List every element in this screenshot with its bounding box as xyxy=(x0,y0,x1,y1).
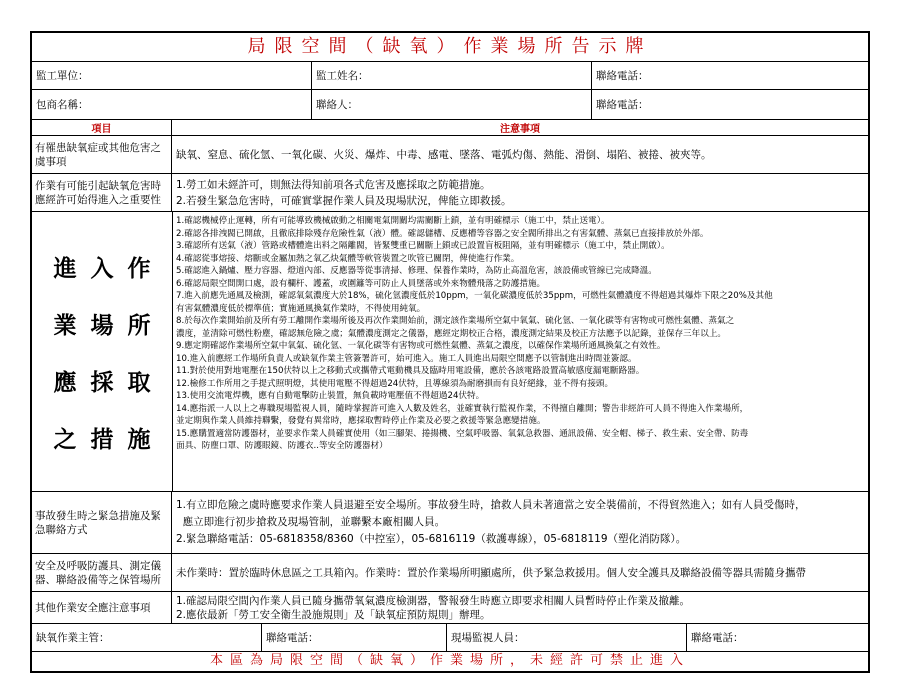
measure-line: 6.確認局限空間開口處，設有欄杆、護蓋，或圍籬等可防止人員墜落或外來物體飛落之防護措施。 xyxy=(176,278,546,289)
notice-board xyxy=(30,31,870,673)
hazards-row xyxy=(32,136,868,174)
other-notes-label: 其他作業安全應注意事項 xyxy=(32,592,172,623)
other-note-line: 2.應依最新「勞工安全衛生設施規則」及「缺氧症預防規則」辦理。 xyxy=(176,608,491,621)
measure-line: 面具、防塵口罩、防護眼鏡、防護衣..等安全防護器材） xyxy=(176,441,388,451)
item-column-header: 項目 xyxy=(32,120,172,135)
measure-line: 濃度，並清除可燃性粉塵，確認無危險之虞；氣體濃度測定之儀器，應經定期校正合格，濃度測定結果及校正方法應予以記錄，並保存三年以上。 xyxy=(176,328,727,339)
measure-line: 10.進入前應經工作場所負責人或缺氧作業主管簽署許可，始可進入。施工人員進出局限空間應予以管制進出時間並簽認。 xyxy=(176,353,637,364)
supervisor-contact-phone-field: 聯絡電話： xyxy=(262,624,447,651)
supervisor-name-field: 監工姓名： xyxy=(312,62,592,89)
measure-line: 有害氣體濃度低於標準值；實施通風換氣作業時，不得使用純氧。 xyxy=(176,303,426,314)
measures-content xyxy=(172,212,868,491)
supervisor-phone-field: 聯絡電話： xyxy=(596,70,649,82)
site-monitor-field: 現場監視人員： xyxy=(447,624,687,651)
measure-line: 13.使用交流電焊機，應有自動電擊防止裝置，無負載時電壓值不得超過24伏特。 xyxy=(176,391,485,401)
notice-title: 局限空間（缺氧）作業場所告示牌 xyxy=(32,33,868,62)
permit-importance-row xyxy=(32,174,868,212)
measure-line: 2.確認各排洩閥已開啟，且徹底排除殘存危險性氣（液）體。確認儲槽、反應槽等容器之安全閥所排出之有害氣體、蒸氣已直接排放於外部。 xyxy=(176,228,709,239)
info-row-1 xyxy=(32,62,868,90)
other-notes-content xyxy=(172,592,868,623)
notes-column-header: 注意事項 xyxy=(500,124,540,135)
measure-line: 並定期與作業人員維持聯繫，發覺有異常時，應採取暫時停止作業及必要之救援等緊急應變措施。 xyxy=(176,416,546,426)
contact-bottom-row xyxy=(32,624,868,652)
measure-line: 11.對於使用對地電壓在150伏特以上之移動式或攜帶式電動機具及臨時用電設備，應於各該電路設置高敏感度漏電斷路器。 xyxy=(176,366,645,376)
measures-label-line: 進入作 xyxy=(53,254,165,282)
emergency-row xyxy=(32,492,868,554)
hazards-label: 有罹患缺氧症或其他危害之虞事項 xyxy=(32,136,172,173)
measure-line: 7.進入前應先通風及檢測，確認氧氣濃度大於18%，硫化氫濃度低於10ppm，一氧化碳濃度低於35ppm，可燃性氣體濃度不得超過其爆炸下限之20%及其他 xyxy=(176,291,773,301)
measures-row xyxy=(32,212,868,492)
measure-line: 3.確認所有送氣（液）管路或槽體進出料之隔離閥，皆緊雙重已關斷上鎖或已設置盲板阻隔，並有明確標示（施工中，禁止開啟）。 xyxy=(176,241,670,251)
measure-line: 14.應指派一人以上之專職現場監視人員，隨時掌握許可進入人數及姓名，並確實執行監視作業，不得擅自離開；警告非經許可人員不得進入作業場所， xyxy=(176,403,749,414)
column-header-row xyxy=(32,120,868,136)
contact-phone-field: 聯絡電話： xyxy=(596,99,649,111)
measure-line: 1.確認機械停止運轉，所有可能導致機械啟動之相關電氣開關均需關斷上鎖，並有明確標示（施工中，禁止送電）。 xyxy=(176,216,610,226)
permit-importance-content xyxy=(172,174,868,211)
hazards-content xyxy=(172,136,868,173)
measure-line: 9.應定期確認作業場所空氣中氧氣、硫化氫、一氧化碳等有害物或可燃性氣體、蒸氣之濃度，以確保作業場所通風換氣之有效性。 xyxy=(176,341,666,351)
emergency-line: 應立即進行初步搶救及現場管制，並聯繫本廠相關人員。 xyxy=(176,516,446,528)
hazards-text: 缺氧、窒息、硫化氫、一氧化碳、火災、爆炸、中毒、感電、墜落、電弧灼傷、熱能、滑倒、塌陷、被捲、被夾等。 xyxy=(176,148,712,161)
info-row-2 xyxy=(32,90,868,120)
protective-equipment-content xyxy=(172,554,868,591)
permit-line: 1.勞工如未經許可，則無法得知前項各式危害及應採取之防範措施。 xyxy=(176,178,491,191)
contractor-name-field: 包商名稱： xyxy=(32,90,312,119)
other-note-line: 1.確認局限空間內作業人員已隨身攜帶氧氣濃度檢測器，警報發生時應立即要求相關人員暫時停止作業及撤離。 xyxy=(176,594,691,607)
protective-equipment-row xyxy=(32,554,868,592)
oxygen-supervisor-field: 缺氧作業主管： xyxy=(32,624,262,651)
measure-line: 5.確認進入鍋爐、壓力容器、燈道內部、反應器等從事清掃、修理、保養作業時，為防止高溫危害，該設備或管線已完成降溫。 xyxy=(176,266,657,276)
other-notes-row xyxy=(32,592,868,624)
permit-line: 2.若發生緊急危害時，可確實掌握作業人員及現場狀況，俾能立即救援。 xyxy=(176,194,512,207)
measure-line: 12.檢修工作所用之手提式照明燈，其使用電壓不得超過24伏特，且導線須為耐磨損而有良好絕緣，並不得有接頭。 xyxy=(176,378,614,389)
protective-equipment-label: 安全及呼吸防護具、測定儀器、聯絡設備等之保管場所 xyxy=(32,554,172,591)
measures-label-line: 業場所 xyxy=(53,311,165,339)
emergency-line: 1.有立即危險之虞時應要求作業人員退避至安全場所。事故發生時，搶救人員未著適當之安全裝備前，不得貿然進入；如有人員受傷時， xyxy=(176,499,806,511)
measures-label-line: 應採取 xyxy=(53,368,165,396)
emergency-content xyxy=(172,492,868,553)
emergency-label: 事故發生時之緊急措施及緊急聯絡方式 xyxy=(32,492,172,553)
supervising-unit-field: 監工單位： xyxy=(32,62,312,89)
protective-equipment-text: 未作業時：置於臨時休息區之工具箱內。作業時：置於作業場所明顯處所，供予緊急救援用。個人安全護具及聯絡設備等器具需隨身攜帶 xyxy=(176,566,806,579)
measure-line: 8.於每次作業開始前及所有勞工離開作業場所後及再次作業開始前，測定該作業場所空氣中氧氣、硫化氫、一氧化碳等有害物或可燃性氣體、蒸氣之 xyxy=(176,316,735,326)
measure-line: 15.應購置適當防護器材，並要求作業人員確實使用（如三腳架、捲揚機、空氣呼吸器、氧氣急救器、通訊設備、安全帽、梯子、救生索、安全帶、防毒 xyxy=(176,428,749,439)
emergency-line: 2.緊急聯絡電話：05-6818358/8360（中控室），05-6816119（救護專線），05-6818119（塑化消防隊）。 xyxy=(176,533,687,545)
permit-importance-label: 作業有可能引起缺氧危害時應經許可始得進入之重要性 xyxy=(32,174,172,211)
measures-label-line: 之措施 xyxy=(53,425,165,453)
warning-footer: 本區為局限空間（缺氧）作業場所，未經許可禁止進入 xyxy=(209,653,690,668)
monitor-contact-phone-field: 聯絡電話： xyxy=(691,632,744,644)
measure-line: 4.確認從事熔接、熔斷或金屬加熱之氧乙炔氣體等軟管裝置之吹管已關閉，俾使進行作業。 xyxy=(176,253,520,264)
contact-person-field: 聯絡人： xyxy=(312,90,592,119)
measures-label xyxy=(32,212,173,491)
